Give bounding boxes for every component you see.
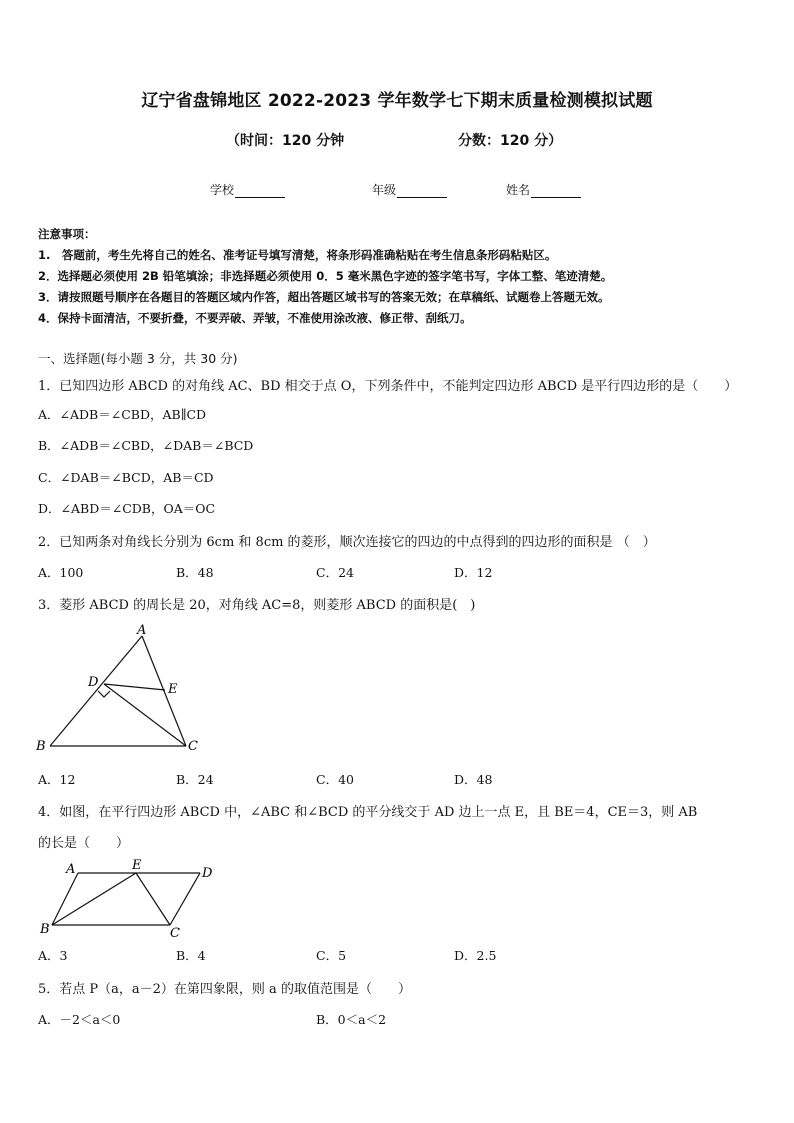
q4-option-c: C．5 — [316, 948, 347, 963]
q4-label-c: C — [170, 926, 180, 941]
school-blank — [235, 185, 285, 198]
q4-option-b: B．4 — [176, 948, 206, 963]
q1-option-c: C．∠DAB＝∠BCD，AB＝CD — [38, 470, 214, 485]
school-field — [210, 181, 285, 198]
q3-option-c: C．40 — [316, 772, 354, 787]
q1-option-a: A．∠ADB＝∠CBD，AB∥CD — [38, 407, 207, 422]
grade-blank — [397, 185, 447, 198]
q1-option-b: B．∠ADB＝∠CBD，∠DAB＝∠BCD — [38, 438, 254, 453]
q3-triangle-figure — [30, 620, 210, 760]
q4-option-a: A．3 — [38, 948, 68, 963]
q5-option-a: A．－2＜a＜0 — [38, 1012, 121, 1027]
question-1-stem: 1．已知四边形 ABCD 的对角线 AC、BD 相交于点 O，下列条件中，不能判定四边形 ABCD 是平行四边形的是（ ） — [38, 379, 738, 394]
q3-label-e: E — [168, 682, 178, 697]
q2-option-c: C．24 — [316, 565, 354, 580]
name-label: 姓名 — [506, 183, 531, 197]
note-item: 3．请按照题号顺序在各题目的答题区域内作答，超出答题区域书写的答案无效；在草稿纸、试题卷上答题无效。 — [38, 290, 610, 304]
q2-option-a: A．100 — [38, 565, 84, 580]
q1-option-d: D．∠ABD＝∠CDB，OA＝OC — [38, 501, 216, 516]
q4-parallelogram-figure — [30, 853, 230, 941]
grade-label: 年级 — [372, 183, 397, 197]
note-item: 1. 答题前，考生先将自己的姓名、准考证号填写清楚，将条形码准确粘贴在考生信息条形码粘贴区。 — [38, 248, 557, 262]
q5-option-b: B．0＜a＜2 — [316, 1012, 387, 1027]
q4-option-d: D．2.5 — [454, 948, 497, 963]
name-blank — [531, 185, 581, 198]
q4-label-a: A — [66, 862, 76, 877]
question-4-stem-line-2: 的长是（ ） — [38, 836, 130, 851]
q4-label-e: E — [132, 858, 142, 873]
q3-label-c: C — [188, 739, 198, 754]
total-score: 分数：120 分） — [458, 133, 563, 149]
school-label: 学校 — [210, 183, 235, 197]
question-5-stem: 5．若点 P（a，a－2）在第四象限，则 a 的取值范围是（ ） — [38, 982, 411, 997]
q2-option-d: D．12 — [454, 565, 493, 580]
exam-title: 辽宁省盘锦地区 2022-2023 学年数学七下期末质量检测模拟试题 — [141, 91, 653, 111]
student-info-fields — [0, 181, 794, 201]
q3-option-a: A．12 — [38, 772, 76, 787]
question-4-stem-line-1: 4．如图，在平行四边形 ABCD 中，∠ABC 和∠BCD 的平分线交于 AD 边上一点 E，且 BE＝4，CE＝3，则 AB — [38, 805, 698, 820]
q3-label-b: B — [36, 739, 46, 754]
notes-block — [38, 224, 768, 329]
note-item: 2．选择题必须使用 2B 铅笔填涂；非选择题必须使用 0．5 毫米黑色字迹的签字笔书写，字体工整、笔迹清楚。 — [38, 269, 613, 283]
exam-subtitle — [0, 130, 794, 152]
question-2-stem: 2．已知两条对角线长分别为 6cm 和 8cm 的菱形，顺次连接它的四边的中点得到的四边形的面积是 （ ） — [38, 535, 656, 550]
q3-option-b: B．24 — [176, 772, 214, 787]
name-field — [506, 181, 581, 198]
q3-option-d: D．48 — [454, 772, 493, 787]
q2-option-b: B．48 — [176, 565, 214, 580]
q3-label-d: D — [88, 675, 99, 690]
notes-title: 注意事项： — [38, 227, 96, 241]
q3-label-a: A — [137, 623, 147, 638]
time-limit: （时间：120 分钟 — [226, 133, 345, 149]
note-item: 4．保持卡面清洁，不要折叠，不要弄破、弄皱，不准使用涂改液、修正带、刮纸刀。 — [38, 311, 472, 325]
q4-label-d: D — [202, 866, 213, 881]
q4-label-b: B — [40, 922, 50, 937]
section-heading: 一、选择题(每小题 3 分，共 30 分) — [38, 351, 238, 366]
question-3-stem: 3．菱形 ABCD 的周长是 20，对角线 AC=8，则菱形 ABCD 的面积是( ) — [38, 598, 476, 613]
grade-field — [372, 181, 447, 198]
